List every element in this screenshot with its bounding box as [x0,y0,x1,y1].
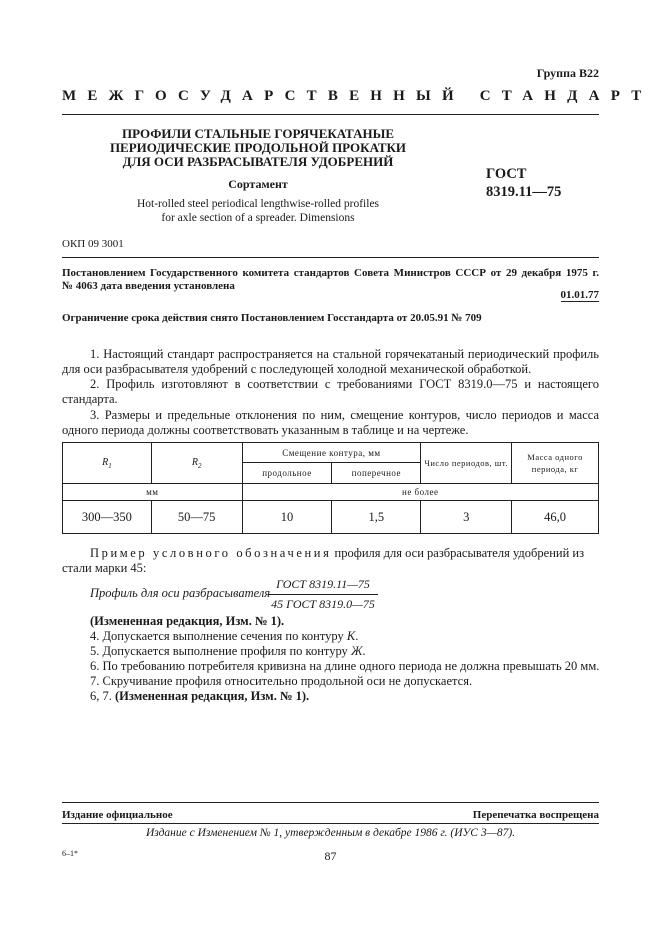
example-text: профиля для оси разбрасывателя удобрений из стали марки 45: [62,546,585,575]
assortment-table [62,442,599,534]
designation-fraction [268,577,378,612]
unit-not-more: не более [242,484,598,501]
okp-code: ОКП 09 3001 [62,238,124,250]
header-transverse: поперечное [332,463,421,484]
edit-note-67 [90,689,309,704]
decree-line-2: № 4063 дата введения установлена [62,280,235,292]
r2-symbol: R [191,456,198,468]
paragraph-3-text: 3. Размеры и предельные отклонения по ним, смещение контуров, число периодов и масса одного периода должны соответствовать указанным в таблице и на чертеже. [62,408,599,437]
okp-rule [62,257,599,258]
item-5-text: 5. Допускается выполнение профиля по контуру [90,644,351,658]
table-row [63,501,599,534]
item-6: 6. По требованию потребителя кривизна на длине одного периода не должна превышать 20 мм. [90,659,600,673]
standard-banner: МЕЖГОСУДАРСТВЕННЫЙ СТАНДАРТ [62,88,653,104]
r1-subscript: 1 [108,461,112,470]
header-r2 [151,443,242,484]
example-paragraph [62,546,599,576]
document-subtitle: Сортамент [228,177,288,191]
decree-line-1: Постановлением Государственного комитета стандартов Совета Министров СССР от 29 декабря 1975 г. [62,267,599,279]
cell-longitudinal: 10 [242,501,332,534]
item-4-contour: К [346,629,356,643]
group-code: Группа В22 [536,66,599,80]
cell-transverse: 1,5 [332,501,421,534]
item-5: 5. Допускается выполнение профиля по контуру Ж. [90,644,366,658]
cell-r1: 300—350 [63,501,152,534]
r2-subscript: 2 [197,461,202,470]
item-7: 7. Скручивание профиля относительно продольной оси не допускается. [90,674,473,688]
header-shift: Смещение контура, мм [242,443,421,463]
paragraph-2 [62,377,599,407]
paragraph-1 [62,347,599,377]
gost-code: 8319.11—75 [486,184,562,200]
cell-mass: 46,0 [512,501,599,534]
reprint-notice: Перепечатка воспрещена [472,809,599,821]
edit-note-67-numbers: 6, 7. [90,689,115,703]
designation-label: Профиль для оси разбрасывателя [90,586,271,600]
header-rule [62,114,599,115]
r1-symbol: R [102,456,109,468]
gost-number [486,165,596,201]
english-title-line-1: Hot-rolled steel periodical lengthwise-rolled profiles [136,198,380,210]
edit-note-1: (Измененная редакция, Изм. № 1). [90,614,285,628]
cell-r2: 50—75 [151,501,242,534]
paragraph-2-text: 2. Профиль изготовляют в соответствии с требованиями ГОСТ 8319.0—75 и настоящего стандарта. [62,377,599,406]
limit-note: Ограничение срока действия снято Постановлением Госстандарта от 20.05.91 № 709 [62,312,482,324]
footer-rule-2 [62,823,599,824]
english-title [90,197,426,225]
page-number: 87 [324,849,337,863]
header-r1 [63,443,152,484]
edition-note: Издание с Изменением № 1, утвержденным в декабре 1986 г. (ИУС 3—87). [145,827,516,839]
footer-rule [62,802,599,803]
item-4-text: 4. Допускается выполнение сечения по контуру [90,629,347,643]
title-line-2: ПЕРИОДИЧЕСКИЕ ПРОДОЛЬНОЙ ПРОКАТКИ [109,140,407,155]
title-line-3: ДЛЯ ОСИ РАЗБРАСЫВАТЕЛЯ УДОБРЕНИЙ [122,154,394,169]
paragraph-3 [62,408,599,438]
item-4: 4. Допускается выполнение сечения по контуру К. [90,629,359,643]
unit-mm: мм [63,484,243,501]
header-periods: Число периодов, шт. [421,443,512,484]
english-title-line-2: for axle section of a spreader. Dimensions [161,212,355,224]
header-mass: Масса одного периода, кг [512,443,599,484]
edit-note-67-text: (Измененная редакция, Изм. № 1). [115,689,310,703]
fraction-denominator: 45 ГОСТ 8319.0—75 [271,597,375,611]
official-edition: Издание официальное [62,809,173,821]
printer-signature: 6–1* [62,849,78,858]
fraction-numerator: ГОСТ 8319.11—75 [268,577,378,595]
item-5-contour: Ж [350,644,363,658]
gost-label: ГОСТ [486,166,527,182]
document-title [90,127,426,169]
paragraph-1-text: 1. Настоящий стандарт распространяется на стальной горячекатаный периодический профиль для оси разбрасывателя удобрений с последующей холодной механической обработкой. [62,347,599,376]
title-line-1: ПРОФИЛИ СТАЛЬНЫЕ ГОРЯЧЕКАТАНЫЕ [121,126,395,141]
header-longitudinal: продольное [242,463,332,484]
cell-periods: 3 [421,501,512,534]
example-lead: Пример условного обозначения [90,546,332,560]
effective-date: 01.01.77 [560,289,599,301]
